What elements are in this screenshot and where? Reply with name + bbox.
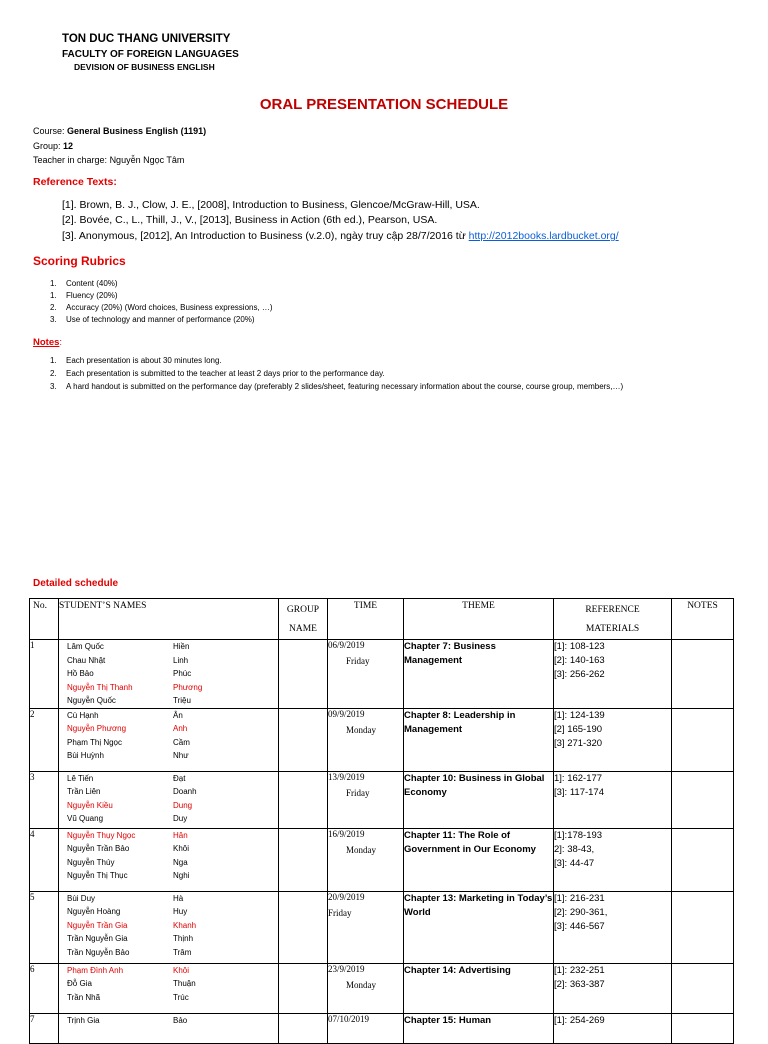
header-no: No.: [30, 599, 59, 640]
cell-group-name: [279, 891, 328, 963]
cell-time: [328, 891, 404, 963]
cell-notes: [672, 640, 734, 709]
rubric-item: [50, 291, 118, 300]
cell-notes: [672, 771, 734, 828]
header-group-line1: GROUP: [286, 605, 320, 615]
reference-range: [2]: 363-387: [554, 978, 605, 990]
student: [59, 991, 278, 1005]
cell-notes: [672, 1013, 734, 1043]
cell-reference-materials: [554, 1013, 672, 1043]
cell-student-names: [59, 640, 279, 709]
note-item: [50, 382, 623, 391]
cell-theme: Chapter 7: Business Management: [404, 640, 554, 709]
student: [59, 869, 278, 883]
student: [59, 785, 278, 799]
student-last-name: Nguyễn Thị Thanh: [67, 682, 133, 692]
cell-no: 3: [30, 771, 59, 828]
student-first-name: Thuận: [173, 979, 196, 988]
table-row: [30, 828, 734, 891]
student-first-name: Huy: [173, 907, 188, 916]
cell-time: [328, 963, 404, 1013]
presentation-day: Monday: [346, 844, 376, 855]
student: [59, 736, 278, 750]
student-first-name: Cầm: [173, 737, 190, 747]
student-first-name: Dung: [173, 800, 193, 810]
cell-student-names: [59, 1013, 279, 1043]
reference-item-1: [1]. Brown, B. J., Clow, J. E., [2008], Introduction to Business, Glencoe/McGraw-Hill, USA.: [62, 199, 480, 211]
cell-theme: Chapter 14: Advertising: [404, 963, 554, 1013]
presentation-date: 06/9/2019: [328, 640, 365, 650]
student: [59, 694, 278, 708]
cell-notes: [672, 708, 734, 771]
presentation-date: 13/9/2019: [328, 771, 365, 782]
cell-theme: Chapter 8: Leadership in Management: [404, 708, 554, 771]
student-last-name: Bùi Duy: [67, 893, 96, 903]
cell-group-name: [279, 828, 328, 891]
student-leader: [59, 799, 278, 813]
group-label: Group:: [33, 141, 61, 151]
student-last-name: Trần Nguyễn Gia: [67, 934, 128, 943]
cell-group-name: [279, 963, 328, 1013]
notes-heading: [33, 337, 62, 348]
student-last-name: Nguyễn Hoàng: [67, 907, 121, 916]
cell-notes: [672, 891, 734, 963]
reference-range: [1]: 108-123: [554, 641, 605, 652]
student-last-name: Cù Hạnh: [67, 710, 99, 720]
note-item: [50, 356, 222, 365]
note-text: A hard handout is submitted on the performance day (preferably 2 slides/sheet, featuring necessary information about the course, course group, members,…): [66, 382, 624, 391]
reference-range: [3]: 446-567: [554, 920, 605, 932]
student-first-name: Nghi: [173, 871, 190, 880]
cell-no: 4: [30, 828, 59, 891]
schedule-table: [29, 598, 734, 1044]
student-first-name: Anh: [173, 724, 188, 733]
teacher-label: Teacher in charge:: [33, 155, 108, 165]
table-header-row: [30, 599, 734, 640]
cell-reference-materials: [554, 640, 672, 709]
header-time: TIME: [328, 599, 404, 640]
teacher-line: [33, 155, 184, 165]
student-first-name: Doanh: [173, 787, 197, 796]
reference-texts-heading: Reference Texts:: [33, 176, 117, 188]
student-last-name: Lâm Quốc: [67, 642, 104, 651]
note-num: 1.: [50, 356, 57, 365]
reference-item-2: [2]. Bovée, C., L., Thill, J., V., [2013], Business in Action (6th ed.), Pearson, USA.: [62, 214, 438, 226]
cell-group-name: [279, 708, 328, 771]
cell-no: 5: [30, 891, 59, 963]
cell-reference-materials: [554, 963, 672, 1013]
student-last-name: Nguyễn Quốc: [67, 696, 116, 705]
header-reference-line1: REFERENCE: [585, 605, 640, 615]
student: [59, 667, 278, 681]
student-first-name: Duy: [173, 814, 188, 823]
student-last-name: Phạm Đình Anh: [67, 965, 124, 975]
cell-time: [328, 708, 404, 771]
student-last-name: Lê Tiến: [67, 773, 94, 783]
rubric-num: 3.: [50, 315, 57, 324]
reference-range: [1]: 254-269: [554, 1014, 605, 1026]
schedule-body: [30, 640, 734, 1044]
table-row: [30, 640, 734, 709]
student-last-name: Phạm Thị Ngọc: [67, 737, 122, 747]
student-last-name: Bùi Huỳnh: [67, 751, 104, 760]
table-row: [30, 771, 734, 828]
cell-no: 7: [30, 1013, 59, 1043]
student: [59, 749, 278, 763]
cell-theme: Chapter 15: Human: [404, 1013, 554, 1043]
reference-range: [1]: 124-139: [554, 709, 605, 721]
cell-group-name: [279, 640, 328, 709]
reference-range: [3]: 117-174: [554, 786, 605, 798]
student-last-name: Nguyễn Phương: [67, 724, 127, 733]
header-student-names: STUDENT’S NAMES: [59, 599, 279, 640]
presentation-date: 07/10/2019: [328, 1013, 370, 1024]
student: [59, 654, 278, 668]
student: [59, 842, 278, 856]
cell-time: [328, 771, 404, 828]
table-row: [30, 963, 734, 1013]
notes-heading-text: Notes: [33, 337, 60, 348]
rubric-num: 1.: [50, 291, 57, 300]
student-first-name: Nga: [173, 857, 188, 867]
student-last-name: Chau Nhật: [67, 655, 106, 665]
cell-reference-materials: [554, 771, 672, 828]
reference-range: [1]:178-193: [554, 829, 603, 841]
reference-range: [3] 271-320: [554, 737, 603, 749]
student-leader: [59, 829, 278, 843]
note-item: [50, 369, 385, 378]
student-last-name: Nguyễn Kiều: [67, 800, 113, 810]
page-title: ORAL PRESENTATION SCHEDULE: [259, 96, 509, 113]
header-group-line2: NAME: [289, 624, 317, 634]
student-last-name: Vũ Quang: [67, 814, 104, 823]
header-group-name: [279, 599, 328, 640]
reference-range: [2] 165-190: [554, 723, 603, 735]
header-notes: NOTES: [672, 599, 734, 640]
student-first-name: Phương: [173, 682, 203, 692]
rubric-item: [50, 303, 273, 312]
course-line: [33, 126, 206, 136]
rubric-num: 1.: [50, 279, 57, 288]
table-row: [30, 1013, 734, 1043]
university-name: TON DUC THANG UNIVERSITY: [62, 33, 231, 45]
reference-range: 2]: 38-43,: [554, 843, 595, 855]
rubric-text: Fluency (20%): [66, 291, 118, 300]
student-last-name: Trịnh Gia: [67, 1015, 100, 1025]
note-num: 3.: [50, 382, 57, 391]
reference-range: [3]: 44-47: [554, 857, 595, 869]
student: [59, 892, 278, 906]
student-leader: [59, 919, 278, 933]
note-text: Each presentation is submitted to the teacher at least 2 days prior to the performance day.: [66, 369, 385, 378]
teacher-value: Nguyễn Ngọc Tâm: [109, 155, 185, 165]
note-text: Each presentation is about 30 minutes long.: [66, 356, 222, 365]
reference-range: 1]: 162-177: [554, 772, 603, 784]
group-value: 12: [63, 141, 74, 151]
cell-student-names: [59, 708, 279, 771]
cell-time: [328, 828, 404, 891]
student-last-name: Nguyễn Thị Thục: [67, 871, 128, 880]
student-first-name: Bảo: [173, 1015, 188, 1025]
cell-reference-materials: [554, 891, 672, 963]
cell-reference-materials: [554, 828, 672, 891]
student-first-name: Thịnh: [173, 934, 194, 943]
student: [59, 640, 278, 654]
cell-time: [328, 1013, 404, 1043]
cell-reference-materials: [554, 708, 672, 771]
student-first-name: Hiền: [173, 642, 190, 651]
student-last-name: Nguyễn Trần Gia: [67, 920, 128, 930]
student-first-name: Phúc: [173, 669, 192, 678]
course-value: General Business English (1191): [67, 126, 207, 136]
student-first-name: Khanh: [173, 920, 197, 930]
rubric-text: Content (40%): [66, 279, 118, 288]
student-first-name: Khôi: [173, 965, 190, 975]
presentation-day: Monday: [346, 979, 376, 990]
table-row: [30, 891, 734, 963]
student-last-name: Trần Liên: [67, 787, 101, 796]
detailed-schedule-heading: Detailed schedule: [33, 578, 119, 589]
student-first-name: Triệu: [173, 696, 191, 705]
reference-range: [1]: 216-231: [554, 892, 605, 904]
student-first-name: Hà: [173, 893, 184, 903]
student-leader: [59, 722, 278, 736]
rubric-text: Accuracy (20%) (Word choices, Business expressions, …): [66, 303, 273, 312]
cell-group-name: [279, 771, 328, 828]
student: [59, 977, 278, 991]
cell-no: 6: [30, 963, 59, 1013]
course-label: Course:: [33, 126, 65, 136]
table-row: [30, 708, 734, 771]
student-last-name: Đỗ Gia: [67, 979, 92, 988]
reference-link[interactable]: http://2012books.lardbucket.org/: [468, 230, 619, 242]
reference-range: [3]: 256-262: [554, 669, 605, 680]
presentation-day: Friday: [346, 656, 370, 666]
student-first-name: Đạt: [173, 773, 186, 783]
student: [59, 905, 278, 919]
rubric-item: [50, 315, 255, 324]
reference-range: [2]: 140-163: [554, 655, 605, 666]
student-first-name: Như: [173, 751, 189, 760]
student-first-name: Khôi: [173, 844, 190, 853]
student-last-name: Trần Nhã: [67, 992, 101, 1002]
student: [59, 932, 278, 946]
student-first-name: Trúc: [173, 992, 189, 1002]
student: [59, 812, 278, 826]
cell-no: 2: [30, 708, 59, 771]
student: [59, 946, 278, 960]
student: [59, 709, 278, 723]
cell-student-names: [59, 891, 279, 963]
student-last-name: Hồ Bảo: [67, 669, 94, 678]
rubric-text: Use of technology and manner of performance (20%): [66, 315, 255, 324]
cell-student-names: [59, 963, 279, 1013]
cell-theme: Chapter 11: The Role of Government in Our Economy: [404, 828, 554, 891]
cell-time: [328, 640, 404, 709]
cell-theme: Chapter 10: Business in Global Economy: [404, 771, 554, 828]
student: [59, 1014, 278, 1028]
cell-notes: [672, 828, 734, 891]
reference-item-3: [62, 230, 619, 242]
group-line: [33, 141, 73, 151]
cell-student-names: [59, 828, 279, 891]
header-reference-materials: [554, 599, 672, 640]
header-reference-line2: MATERIALS: [585, 624, 640, 634]
faculty-name: FACULTY OF FOREIGN LANGUAGES: [62, 49, 239, 60]
cell-notes: [672, 963, 734, 1013]
student-last-name: Trần Nguyễn Bảo: [67, 947, 130, 957]
student-first-name: Hân: [173, 830, 188, 840]
presentation-date: 20/9/2019: [328, 891, 365, 902]
scoring-rubrics-heading: Scoring Rubrics: [33, 254, 126, 268]
presentation-date: 09/9/2019: [328, 708, 365, 719]
reference-range: [2]: 290-361,: [554, 906, 608, 918]
presentation-day: Monday: [346, 724, 376, 735]
student-last-name: Nguyễn Thụy Ngọc: [67, 830, 136, 840]
rubric-num: 2.: [50, 303, 57, 312]
reference-item-3-text: [3]. Anonymous, [2012], An Introduction to Business (v.2.0), ngày truy cập 28/7/2016 từ: [62, 230, 466, 242]
notes-heading-colon: :: [59, 337, 63, 348]
rubric-item: [50, 279, 118, 288]
student: [59, 772, 278, 786]
student-last-name: Nguyễn Thúy: [67, 857, 115, 867]
student-last-name: Nguyễn Trần Bảo: [67, 844, 130, 853]
cell-no: 1: [30, 640, 59, 709]
presentation-date: 23/9/2019: [328, 963, 365, 974]
presentation-day: Friday: [328, 907, 352, 918]
note-num: 2.: [50, 369, 57, 378]
student: [59, 856, 278, 870]
cell-group-name: [279, 1013, 328, 1043]
division-name: DEVISION OF BUSINESS ENGLISH: [74, 62, 215, 72]
student-first-name: Linh: [173, 655, 189, 665]
cell-theme: Chapter 13: Marketing in Today’s World: [404, 891, 554, 963]
cell-student-names: [59, 771, 279, 828]
student-leader: [59, 964, 278, 978]
student-leader: [59, 681, 278, 695]
student-first-name: Ân: [173, 710, 183, 720]
student-first-name: Trâm: [173, 947, 192, 957]
presentation-date: 16/9/2019: [328, 828, 365, 839]
header-theme: THEME: [404, 599, 554, 640]
reference-range: [1]: 232-251: [554, 964, 605, 976]
presentation-day: Friday: [346, 787, 370, 798]
